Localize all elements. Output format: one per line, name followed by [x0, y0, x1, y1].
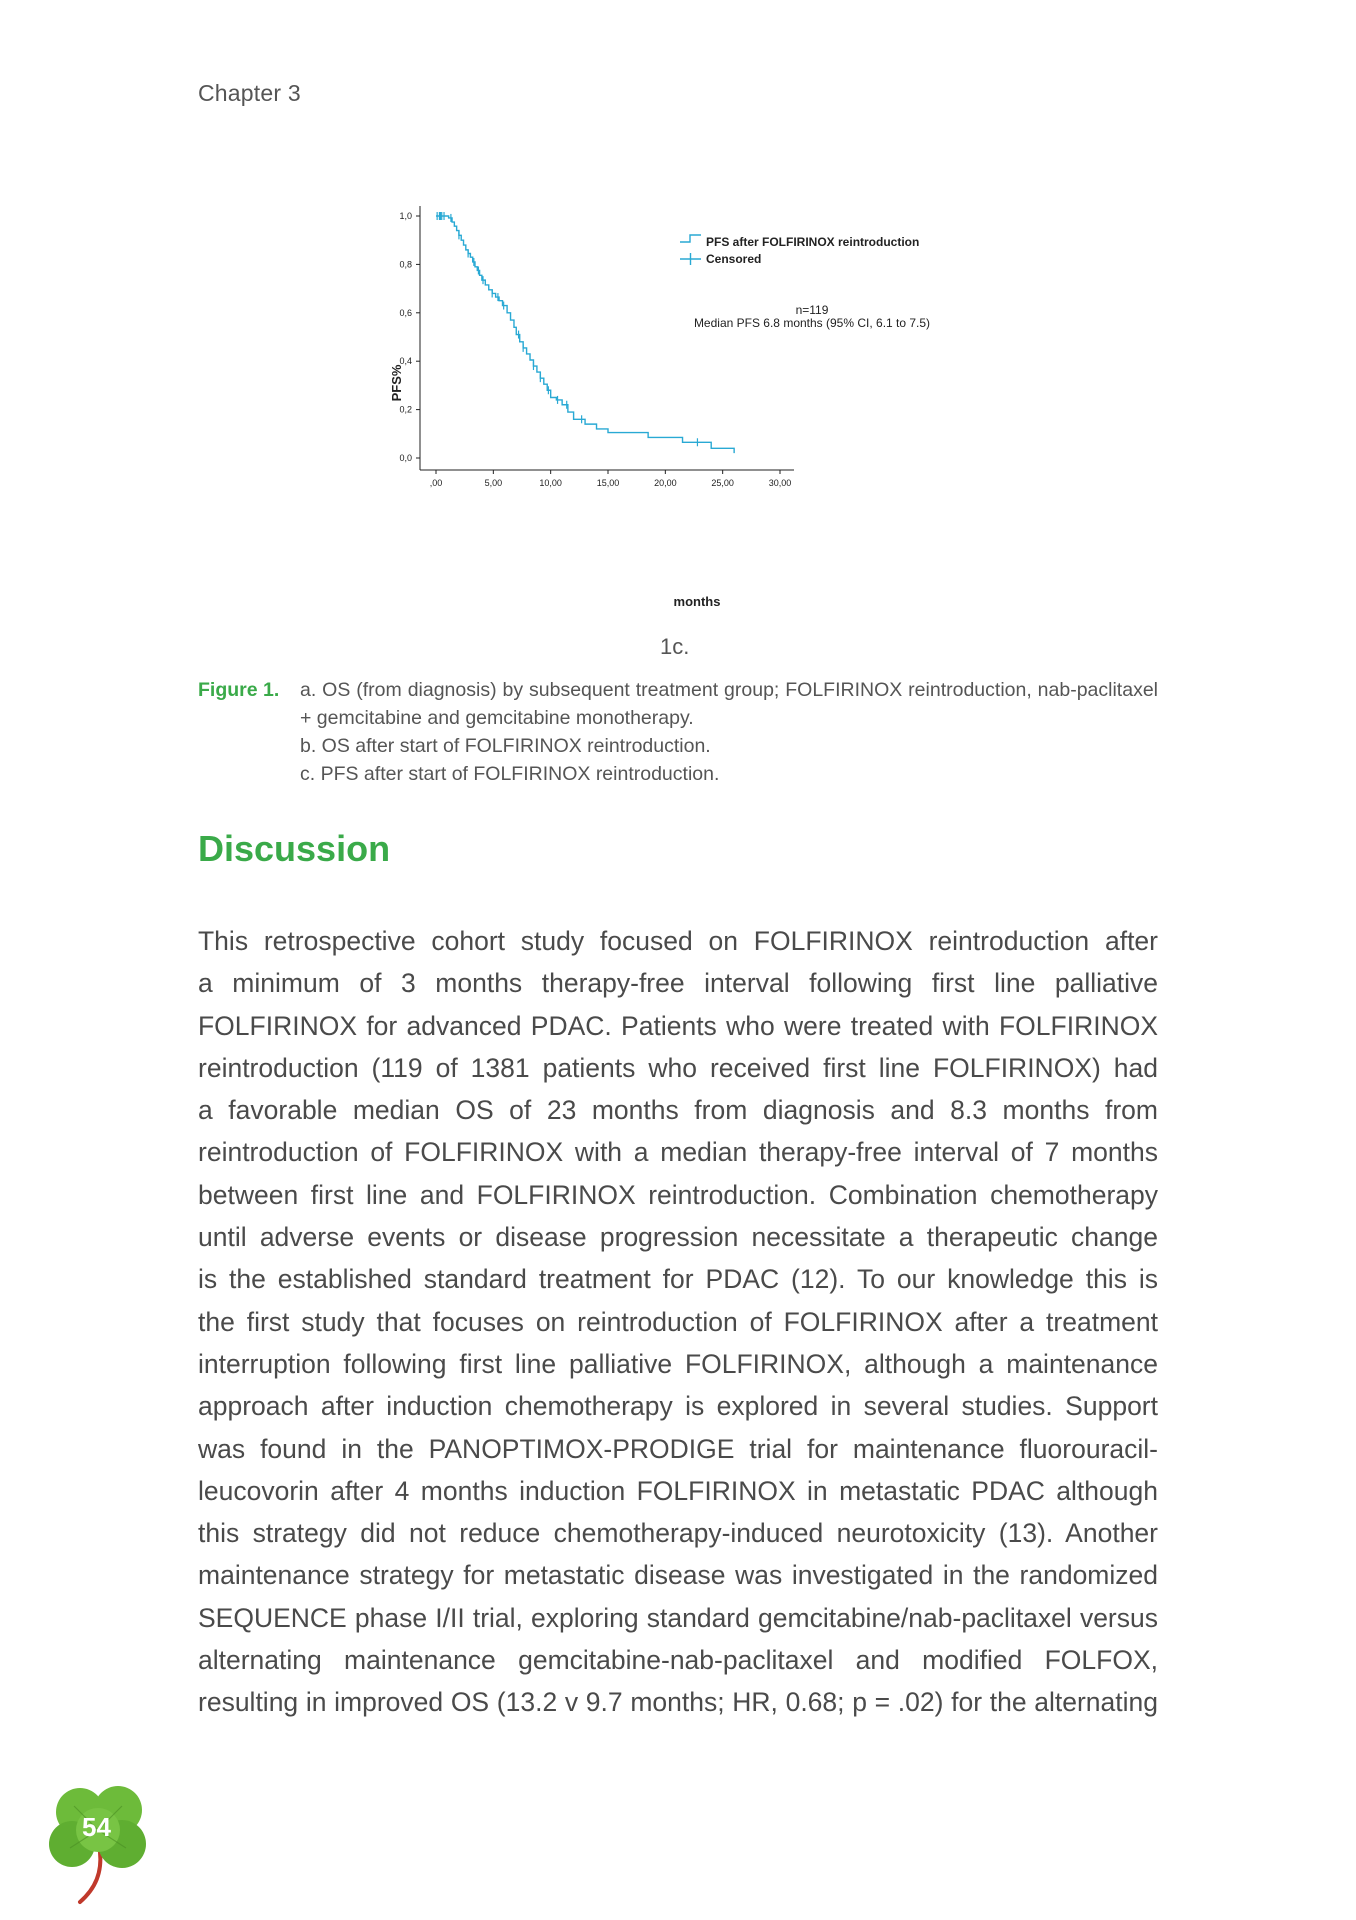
body-line: a favorable median OS of 23 months from diagnosis and 8.3 months from: [198, 1095, 1158, 1126]
x-ticks: [430, 470, 792, 488]
body-line: SEQUENCE phase I/II trial, exploring standard gemcitabine/nab-paclitaxel versus: [198, 1602, 1158, 1633]
caption-label: Figure 1.: [198, 679, 280, 701]
body-line: FOLFIRINOX for advanced PDAC. Patients who were treated with FOLFIRINOX: [198, 1010, 1158, 1041]
section-heading: Discussion: [198, 828, 391, 869]
x-axis-label: months: [673, 594, 721, 609]
pfs-survival-curve: [436, 216, 734, 453]
y-ticks: [399, 211, 420, 463]
body-line: leucovorin after 4 months induction FOLFIRINOX in metastatic PDAC although: [198, 1475, 1158, 1506]
chart-legend: [680, 235, 919, 266]
body-line: approach after induction chemotherapy is explored in several studies. Support: [198, 1391, 1158, 1422]
figure-sublabel: 1c.: [660, 634, 690, 659]
caption-item-a: a. OS (from diagnosis) by subsequent treatment group; FOLFIRINOX reintroduction, nab-paclitaxel + gemcitabine and gemcitabine monotherapy.: [300, 679, 1158, 729]
chart-svg: [380, 196, 980, 616]
body-line: between first line and FOLFIRINOX reintroduction. Combination chemotherapy: [198, 1179, 1158, 1210]
body-line: is the established standard treatment for PDAC (12). To our knowledge this is: [198, 1264, 1158, 1295]
y-axis-label: PFS%: [389, 364, 404, 402]
body-line: resulting in improved OS (13.2 v 9.7 months; HR, 0.68; p = .02) for the alternating: [198, 1687, 1158, 1718]
x-tick-label: 30,00: [768, 478, 792, 488]
y-tick-label: 0,4: [399, 356, 412, 367]
figure-caption: [198, 676, 1158, 788]
caption-item-b: b. OS after start of FOLFIRINOX reintroduction.: [300, 735, 711, 757]
y-tick-label: 0,0: [399, 453, 412, 463]
legend-entry-censored: Censored: [706, 252, 762, 266]
caption-item-c: c. PFS after start of FOLFIRINOX reintroduction.: [300, 763, 720, 785]
y-tick-label: 0,2: [399, 404, 412, 415]
y-tick-label: 1,0: [399, 211, 412, 221]
body-line: This retrospective cohort study focused on FOLFIRINOX reintroduction after: [198, 926, 1158, 956]
body-line: reintroduction of FOLFIRINOX with a median therapy-free interval of 7 months: [198, 1137, 1158, 1168]
clover-icon: [44, 1782, 156, 1906]
body-line: a minimum of 3 months therapy-free interval following first line palliative: [198, 968, 1158, 999]
annotation-n: n=119: [795, 303, 829, 317]
legend-censor-swatch: [680, 253, 701, 265]
body-line: was found in the PANOPTIMOX-PRODIGE trial for maintenance fluorouracil-: [198, 1433, 1158, 1464]
legend-line-swatch: [680, 235, 701, 242]
x-tick-label: 25,00: [711, 478, 734, 488]
body-line: this strategy did not reduce chemotherapy-induced neurotoxicity (13). Another: [198, 1518, 1158, 1549]
body-line: alternating maintenance gemcitabine-nab-paclitaxel and modified FOLFOX,: [198, 1645, 1158, 1676]
y-tick-label: 0,6: [399, 307, 412, 318]
page-number: 54: [82, 1812, 111, 1842]
body-line: until adverse events or disease progression necessitate a therapeutic change: [198, 1222, 1158, 1253]
x-tick-label: 10,00: [539, 478, 562, 488]
y-tick-label: 0,8: [399, 259, 412, 270]
body-line: interruption following first line palliative FOLFIRINOX, although a maintenance: [198, 1348, 1158, 1379]
x-tick-label: ,00: [429, 478, 443, 488]
running-head: Chapter 3: [198, 80, 301, 106]
body-line: the first study that focuses on reintroduction of FOLFIRINOX after a treatment: [198, 1306, 1158, 1337]
body-line: maintenance strategy for metastatic disease was investigated in the randomized: [198, 1560, 1158, 1591]
annotation-median-pfs: Median PFS 6.8 months (95% CI, 6.1 to 7.5): [693, 316, 931, 330]
x-tick-label: 5,00: [484, 478, 503, 488]
body-line: reintroduction (119 of 1381 patients who received first line FOLFIRINOX) had: [198, 1052, 1158, 1083]
legend-entry-survival: PFS after FOLFIRINOX reintroduction: [706, 235, 920, 249]
pfs-kaplan-meier-chart: [380, 196, 980, 616]
body-paragraph: [198, 920, 1158, 1724]
x-tick-label: 15,00: [596, 478, 620, 488]
caption-body: [300, 676, 1158, 788]
x-tick-label: 20,00: [654, 478, 677, 488]
